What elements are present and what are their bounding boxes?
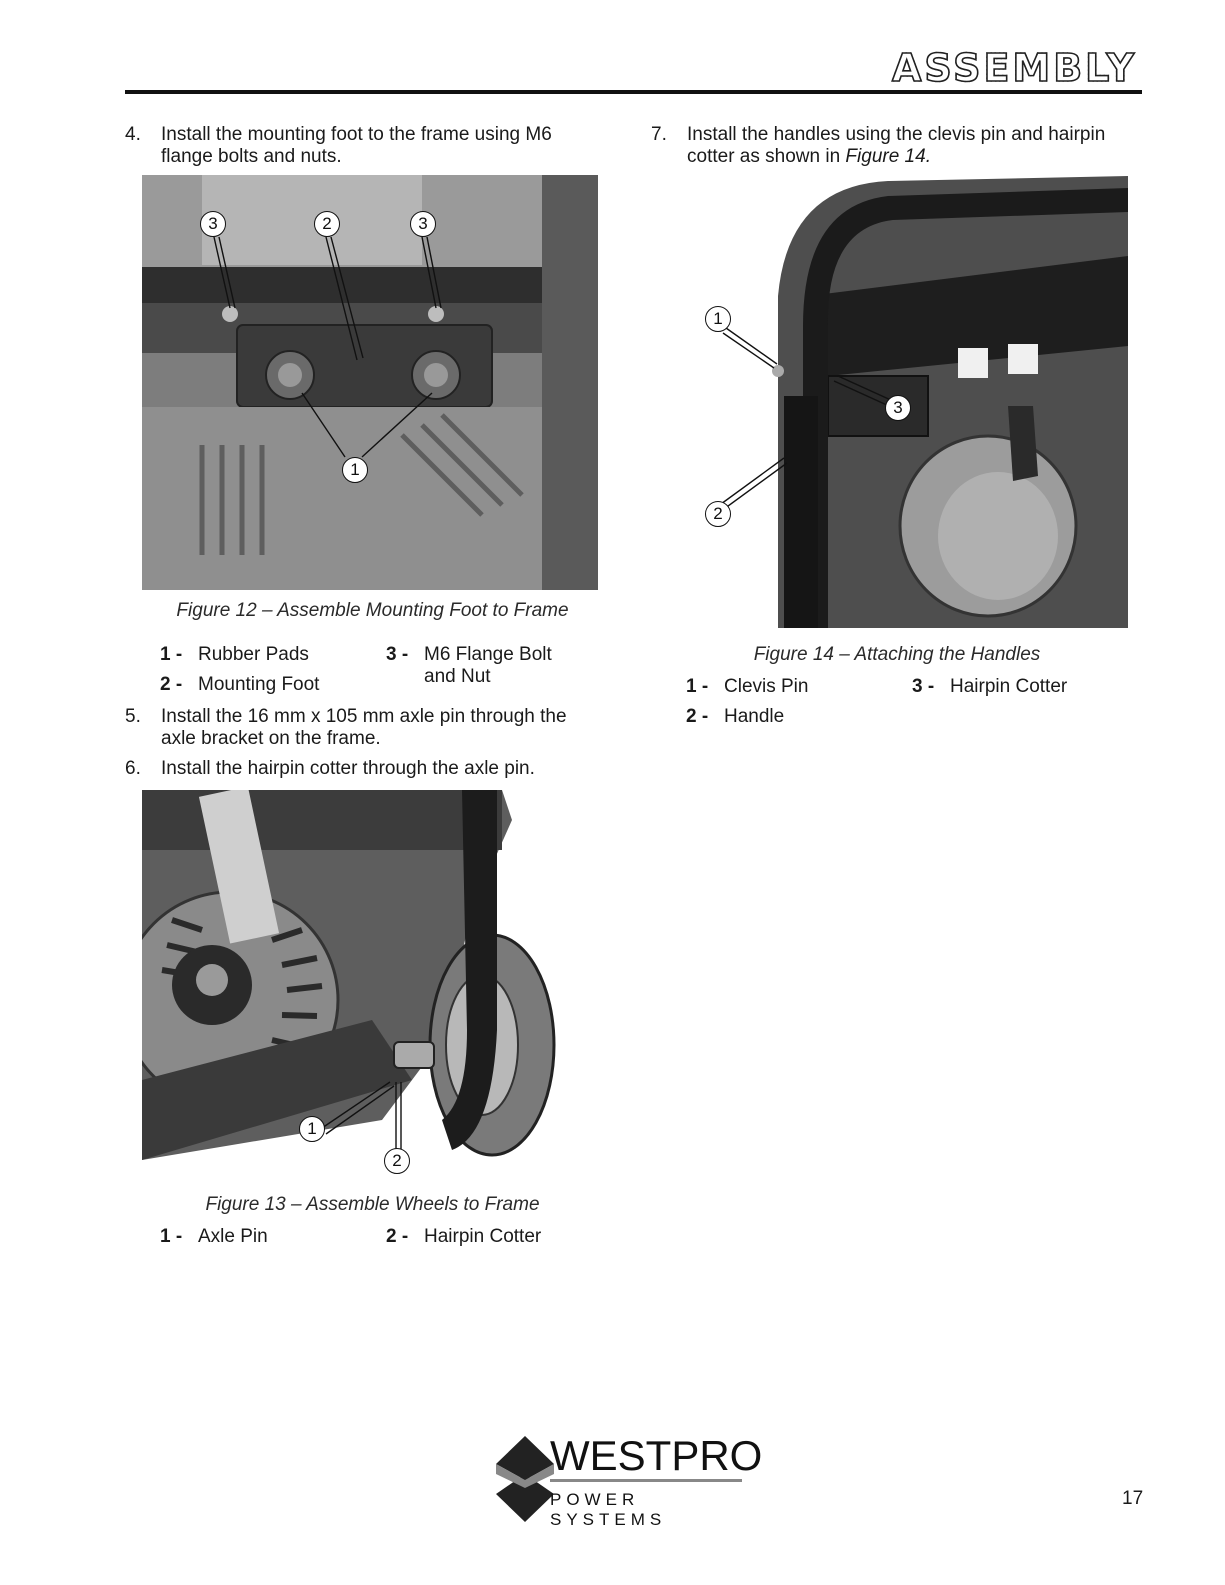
figure-14-legend-item-3: [912, 676, 1067, 698]
callout-1: 1: [342, 457, 368, 483]
legend-number: 2 -: [386, 1226, 409, 1247]
callout-3: 3: [885, 395, 911, 421]
legend-label: Rubber Pads: [198, 644, 309, 665]
legend-label: Axle Pin: [198, 1226, 268, 1247]
legend-number: 3 -: [386, 644, 409, 665]
callout-3: 3: [200, 211, 226, 237]
diamond-logo-icon: [494, 1434, 556, 1524]
legend-number: 1 -: [160, 1226, 183, 1247]
step-4: [125, 124, 595, 170]
step-text-line-2: [687, 146, 931, 168]
step-text-line-2: flange bolts and nuts.: [161, 146, 342, 167]
step-5: [125, 706, 605, 752]
figure-13-caption: Figure 13 – Assemble Wheels to Frame: [205, 1194, 540, 1215]
callout-2: 2: [314, 211, 340, 237]
figure-14-legend-item-1: [686, 676, 808, 698]
header-rule: [125, 90, 1142, 94]
step-text: cotter as shown in: [687, 146, 846, 167]
figure-12-legend-item-1: [160, 644, 309, 666]
figure-12-legend-item-2: [160, 674, 319, 696]
step-7: [651, 124, 1141, 170]
brand-tagline: POWER SYSTEMS: [550, 1490, 667, 1529]
section-title: ASSEMBLY: [892, 46, 1137, 90]
step-6: [125, 758, 605, 782]
figure-reference: Figure 14.: [845, 146, 931, 167]
step-text-line-1: Install the mounting foot to the frame using M6: [161, 124, 552, 145]
callout-2: 2: [384, 1148, 410, 1174]
figure-12-caption: Figure 12 – Assemble Mounting Foot to Frame: [176, 600, 569, 621]
figure-12-legend-item-3-cont: and Nut: [424, 666, 491, 687]
legend-number: 3 -: [912, 676, 935, 697]
legend-label: Mounting Foot: [198, 674, 320, 695]
step-number: 7.: [651, 124, 667, 145]
callout-3: 3: [410, 211, 436, 237]
figure-13-legend-item-2: [386, 1226, 541, 1248]
figure-13-photo: [142, 790, 600, 1175]
legend-number: 1 -: [160, 644, 183, 665]
callout-2: 2: [705, 501, 731, 527]
brand-underline: [550, 1479, 742, 1482]
figure-12-photo: [142, 175, 598, 590]
step-text-line-1: Install the handles using the clevis pin and hairpin: [687, 124, 1106, 145]
legend-label: Hairpin Cotter: [950, 676, 1068, 697]
figure-13-legend-item-1: [160, 1226, 268, 1248]
figure-14-legend-item-2: [686, 706, 784, 728]
legend-label: M6 Flange Bolt: [424, 644, 552, 665]
step-text-line-1: Install the 16 mm x 105 mm axle pin through the: [161, 706, 567, 727]
figure-12-legend-item-3: [386, 644, 552, 666]
page-number: 17: [1122, 1488, 1144, 1509]
legend-label: Hairpin Cotter: [424, 1226, 542, 1247]
brand-name: WESTPRO: [550, 1432, 763, 1479]
step-number: 5.: [125, 706, 141, 727]
callout-1: 1: [705, 306, 731, 332]
legend-number: 2 -: [686, 706, 709, 727]
step-number: 6.: [125, 758, 141, 779]
legend-number: 2 -: [160, 674, 183, 695]
step-text-line-1: Install the hairpin cotter through the axle pin.: [161, 758, 535, 779]
step-text-line-2: axle bracket on the frame.: [161, 728, 381, 749]
figure-14-caption: Figure 14 – Attaching the Handles: [753, 644, 1041, 665]
step-number: 4.: [125, 124, 141, 145]
callout-1: 1: [299, 1116, 325, 1142]
legend-number: 1 -: [686, 676, 709, 697]
figure-14-photo: [688, 176, 1128, 628]
brand-logo: [494, 1432, 763, 1529]
legend-label: Handle: [724, 706, 785, 727]
legend-label: Clevis Pin: [724, 676, 809, 697]
